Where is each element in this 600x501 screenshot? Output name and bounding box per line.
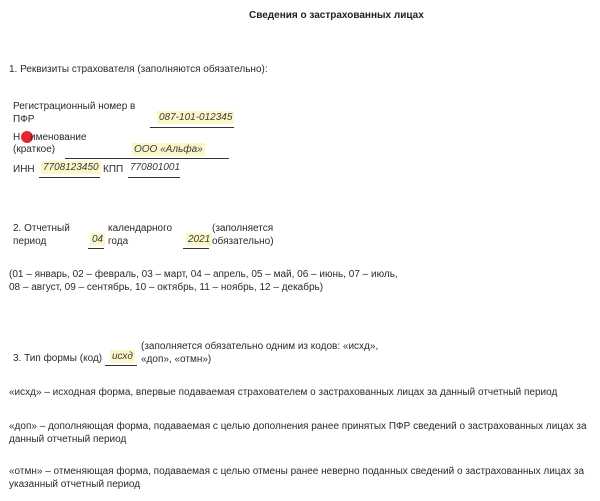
code-desc-dop-1: «доп» – дополняющая форма, подаваемая с целью дополнения ранее принятых ПФР сведений о застрахованных лицах за: [9, 421, 587, 432]
reg-number-value: 087-101-012345: [159, 112, 233, 123]
name-value: ООО «Альфа»: [134, 144, 203, 155]
year-label-2: года: [108, 236, 129, 247]
form-type-note-1: (заполняется обязательно одним из кодов: «исхд»,: [141, 341, 379, 352]
period-note-1: (заполняется: [212, 223, 274, 234]
reg-number-label-2: ПФР: [13, 114, 35, 125]
name-underline: [65, 158, 229, 159]
reg-number-label-1: Регистрационный номер в: [13, 101, 136, 112]
year-underline: [183, 248, 209, 249]
kpp-value: 770801001: [130, 162, 181, 173]
page-title: Сведения о застрахованных лицах: [249, 10, 424, 21]
form-type-value: исхд: [112, 351, 133, 362]
month-codes-1: (01 – январь, 02 – февраль, 03 – март, 04 – апрель, 05 – май, 06 – июнь, 07 – июль,: [9, 269, 398, 280]
name-label-prefix: Н: [13, 132, 21, 143]
kpp-underline: [128, 177, 180, 178]
period-label-2: период: [13, 236, 47, 247]
year-value: 2021: [188, 234, 211, 245]
inn-value: 7708123450: [43, 162, 99, 173]
form-type-note-2: «доп», «отмн»): [141, 354, 212, 365]
name-label-2: (краткое): [13, 144, 56, 155]
code-desc-dop-2: данный отчетный период: [9, 434, 127, 445]
period-note-2: обязательно): [212, 236, 274, 247]
inn-underline: [39, 177, 100, 178]
inn-label: ИНН: [13, 164, 35, 175]
month-codes-2: 08 – август, 09 – сентябрь, 10 – октябрь, 11 – ноябрь, 12 – декабрь): [9, 282, 324, 293]
period-underline: [88, 248, 104, 249]
section1-heading: 1. Реквизиты страхователя (заполняются обязательно):: [9, 64, 268, 75]
code-desc-otmn-1: «отмн» – отменяющая форма, подаваемая с целью отмены ранее неверно поданных сведений о застрахованных лицах за: [9, 466, 585, 477]
reg-number-underline: [150, 127, 234, 128]
form-type-label: 3. Тип формы (код): [13, 353, 103, 364]
year-label-1: календарного: [108, 223, 173, 234]
name-label: именование: [30, 132, 87, 143]
code-desc-ishd: «исхд» – исходная форма, впервые подаваемая страхователем о застрахованных лицах за данный отчетный период: [9, 387, 558, 398]
period-label-1: 2. Отчетный: [13, 223, 70, 234]
period-value: 04: [92, 234, 104, 245]
kpp-label: КПП: [103, 164, 124, 175]
code-desc-otmn-2: указанный отчетный период: [9, 479, 141, 490]
form-type-underline: [105, 365, 137, 366]
